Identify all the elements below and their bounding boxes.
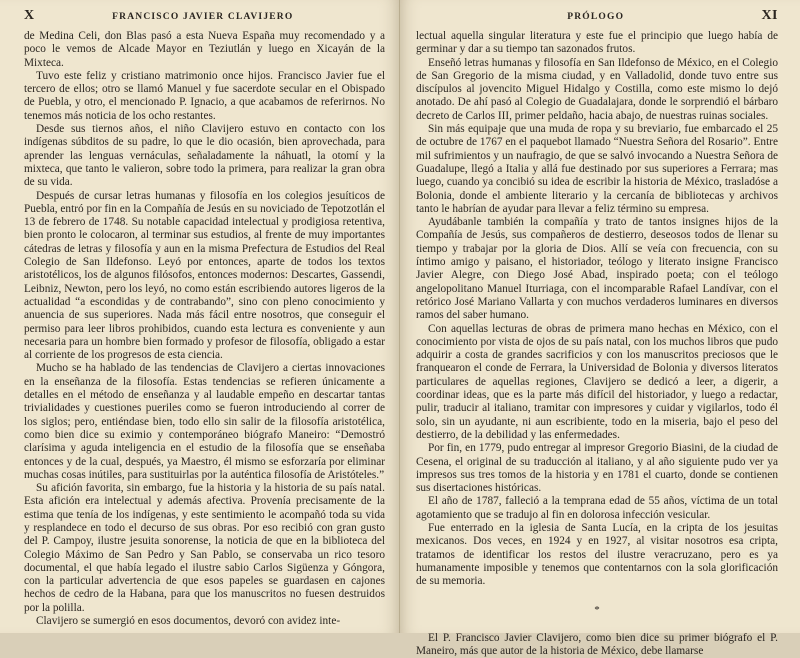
paragraph: El año de 1787, falleció a la temprana edad de 55 años, víctima de un total agotamiento que se tradujo al fin en dolorosa infección vesicular. (416, 495, 778, 521)
paragraph: de Medina Celi, don Blas pasó a esta Nueva España muy recomendado y a poco le vemos de Alcade Mayor en Teziutlán y luego en Xicayán de la Mixteca. (24, 30, 385, 69)
right-running-head: PRÓLOGO (567, 12, 625, 22)
right-page-number: XI (761, 8, 778, 23)
paragraph: Desde sus tiernos años, el niño Clavijero estuvo en contacto con los indígenas súbditos de su padre, lo que le dio ocasión, bien aprovechada, para aprender las lenguas vernáculas, señaladamente la náhuatl, la otomí y la mixteca, que tanto le valieron, sobre todo la primera, para realizar la gran obra de su vida. (24, 123, 385, 189)
left-page-number: X (24, 8, 35, 23)
left-page-header (24, 8, 385, 26)
paragraph: Mucho se ha hablado de las tendencias de Clavijero a ciertas innovaciones en la enseñanza de la filosofía. Estas tendencias se refieren únicamente a detalles en el método de enseñanza y al laudable empeño en descartar tantas trivialidades y cuestiones pueriles como se fueron introduciendo al correr de los siglos; pero, entiéndase bien, todo ello sin salir de la filosofía aristotélica, como bien dice su eximio y contemporáneo biógrafo Maneiro: “Demostró clarísima y aguda inteligencia en el estudio de la filosofía que se enseñaba entonces y de la cual, después, ya Maestro, él mismo se esforzaría por eliminar muchas cosas inútiles, para sustituirlas por la auténtica filosofía de Aristóteles.” (24, 362, 385, 481)
right-page-header (416, 8, 778, 26)
left-running-head: FRANCISCO JAVIER CLAVIJERO (112, 12, 294, 22)
paragraph: Ayudábanle también la compañía y trato de tantos insignes hijos de la Compañía de Jesús, sus compañeros de destierro, deseosos todos de llenar su tiempo y trabajar por la gloria de Dios. Allí se veía con frecuencia, con su íntimo amigo y paisano, el historiador, teólogo y literato insigne Francisco Javier Alegre, con Diego José Abad, inspirado poeta; con el teólogo angelopolitano Manuel Iturriaga, con el incomparable Rafael Landívar, con el retórico José Mariano Vallarta y con muchos verdaderos luminares en diversos ramos del saber humano. (416, 216, 778, 322)
paragraph: Enseñó letras humanas y filosofía en San Ildefonso de México, en el Colegio de San Gregorio de la misma ciudad, y en Valladolid, donde tuvo entre sus discípulos al jovencito Miguel Hidalgo y Costilla, como este mismo lo dejó anotado. De ahí pasó al Colegio de Guadalajara, donde le sorprendió el bárbaro decreto de Carlos III, primer peldaño, hacia abajo, de nuestras ruinas sociales. (416, 56, 778, 122)
paragraph: Sin más equipaje que una muda de ropa y su breviario, fue embarcado el 25 de octubre de 1767 en el paquebot llamado “Nuestra Señora del Rosario”. Entre mil sufrimientos y un naufragio, de que se salvó invocando a Nuestra Señora de Guadalupe, llegó a Italia y allá fue destinado por sus superiores a Ferrara; mas luego, cuando ya concibió su idea de escribir la historia de México, trasladóse a Bolonia, donde el ambiente literario y la cercanía de bibliotecas y archivos tanto le habrían de ayudar para llevar a feliz término su empresa. (416, 123, 778, 215)
paragraph: lectual aquella singular literatura y este fue el principio que luego había de germinar y dar a su tiempo tan sazonados frutos. (416, 30, 778, 56)
right-page (400, 0, 800, 658)
paragraph: Por fin, en 1779, pudo entregar al impresor Gregorio Biasini, de la ciudad de Cesena, el original de su traducción al italiano, y al año siguiente pudo ver ya impresos sus tres tomos de la historia y en 1781 el cuarto, donde se contienen sus disertaciones históricas. (416, 442, 778, 495)
paragraph: El P. Francisco Javier Clavijero, como bien dice su primer biógrafo el P. Maneiro, más que autor de la historia de México, debe llamarse (416, 631, 778, 658)
left-page (0, 0, 400, 633)
paragraph: Después de cursar letras humanas y filosofía en los colegios jesuíticos de Puebla, entró por fin en la Compañía de Jesús en su noviciado de Tepotzotlán el 13 de febrero de 1748. Su notable capacidad intelectual y prodigiosa retentiva, bien pronto le colocaron, al terminar sus estudios, al frente de muy importantes cátedras de letras y filosofía y aun en la misma Prefectura de Estudios del Real Colegio de San Ildefonso. Leyó por entonces, aparte de todos los textos aristotélicos, los de algunos filósofos, entonces modernos: Descartes, Gassendi, Leibniz, Newton, pero los leyó, no como están escribiendo autores ligeros de la actualidad “a escondidas y de contrabando”, sino con pleno conocimiento y anuencia de sus superiores. Nada más fácil entre nosotros, que conseguir el permiso para leer libros prohibidos, cuando esta lectura es conveniente y aun necesaria para un hombre bien formado y profesor de filosofía, obligado a estar al corriente de los progresos de esta ciencia. (24, 189, 385, 362)
paragraph: Clavijero se sumergió en esos documentos, devoró con avidez inte- (36, 615, 341, 628)
left-page-body (24, 30, 385, 628)
paragraph: Su afición favorita, sin embargo, fue la historia y la historia de su país natal. Esta afición era intelectual y además afectiva. Provenía precisamente de la estima que tenía de los indígenas, y este sentimiento le acompañó toda su vida y resplandece en todo el decurso de sus obras. Por eso recibió con gran gusto del P. Campoy, ilustre jesuita sonorense, la noticia de que en la biblioteca del Colegio Máximo de San Pedro y San Pablo, se conservaba un rico tesoro documental, el que había legado el ilustre sabio Carlos Sigüenza y Góngora, con la particular advertencia de que esos papeles se guardasen en cajones hechos de cedro de la Habana, para que los manuscritos no fuesen destruidos por la polilla. (24, 482, 385, 614)
paragraph: Tuvo este feliz y cristiano matrimonio once hijos. Francisco Javier fue el tercero de ellos; otro se llamó Manuel y fue sacerdote secular en el Obispado de Puebla, y otro, el mencionado P. Ignacio, a que acabamos de referirnos. No tenemos más noticia de los ocho restantes. (24, 69, 385, 122)
paragraph: Fue enterrado en la iglesia de Santa Lucía, en la cripta de los jesuitas mexicanos. Dos veces, en 1924 y en 1927, al visitar nosotros esa cripta, tratamos de identificar los restos del ilustre veracruzano, pero es ya humanamente imposible y tenemos que contentarnos con la sola glorificación de su memoria. (416, 521, 778, 588)
paragraph: Con aquellas lecturas de obras de primera mano hechas en México, con el conocimiento por vista de ojos de su país natal, con los muchos libros que pudo adquirir a costa de grandes sacrificios y con los manuscritos preciosos que le franquearon el conde de Ferrara, la Universidad de Bolonia y diversos literatos particulares de aquellas regiones, Clavijero se dedicó a leer, a digerir, a coordinar ideas, que es la parte más difícil del historiador, y luego a redactar, pulir, traducir al italiano, tramitar con impresores y cuidar y vigilarlos, todo él solo, sin un ayudante, ni aun escribiente, todo en la miseria, bajo el peso del destierro, de la debilidad y las enfermedades. (416, 322, 778, 441)
right-page-body (416, 30, 778, 658)
section-separator: * (594, 604, 600, 617)
